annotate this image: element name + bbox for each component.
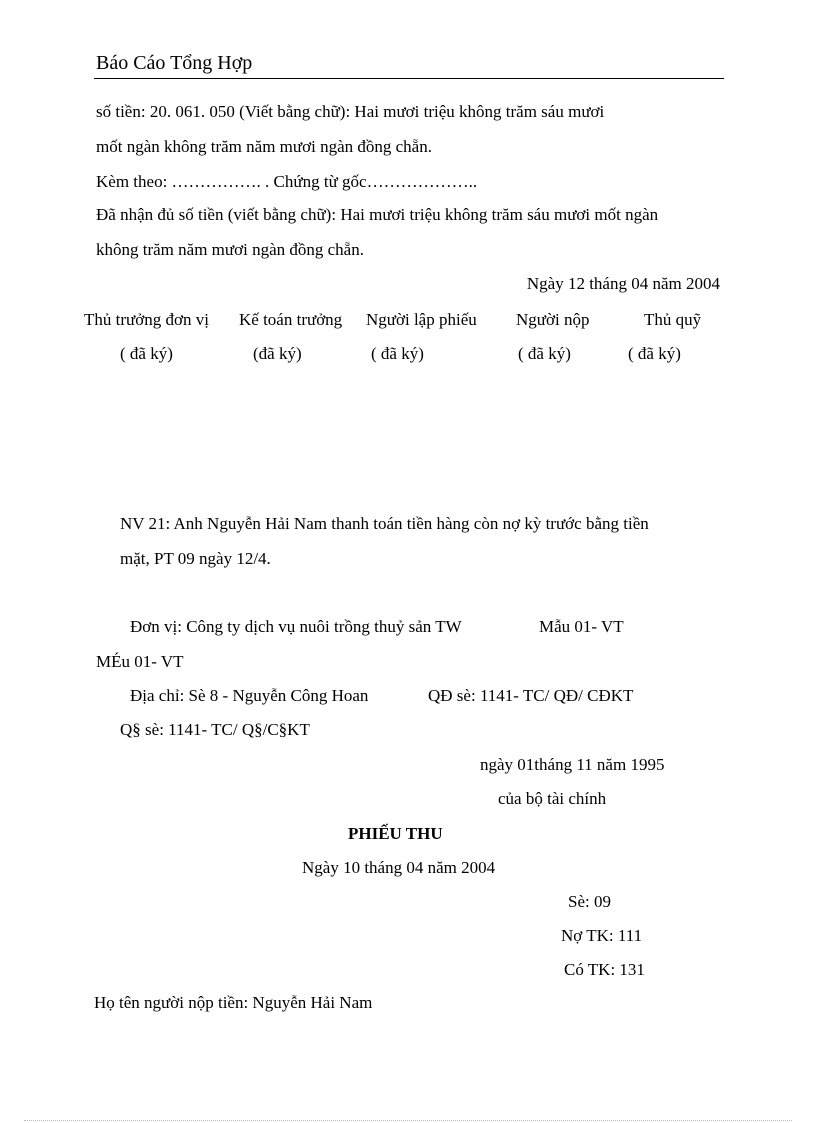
amount-line: số tiền: 20. 061. 050 (Viết bằng chữ): Hai mươi triệu không trăm sáu mươi <box>96 102 605 121</box>
receipt-number: Sè: 09 <box>568 892 611 911</box>
page-bottom-divider <box>24 1120 792 1121</box>
amount-words-line: mốt ngàn không trăm năm mươi ngàn đồng chẵn. <box>96 137 432 156</box>
transaction-description: NV 21: Anh Nguyễn Hải Nam thanh toán tiền hàng còn nợ kỳ trước bằng tiền <box>120 514 649 533</box>
signing-date: Ngày 12 tháng 04 năm 2004 <box>526 274 720 293</box>
signature-role-chief-accountant: Kế toán trưởng <box>239 310 343 329</box>
form-code: Mẫu 01- VT <box>539 617 624 636</box>
receipt-title: PHIẾU THU <box>348 824 443 843</box>
receipt-date: Ngày 10 tháng 04 năm 2004 <box>302 858 496 877</box>
signature-role-payer: Người nộp <box>516 310 590 329</box>
decision-number: QĐ sè: 1141- TC/ QĐ/ CĐKT <box>428 686 634 705</box>
form-code-garbled: MÉu 01- VT <box>96 652 184 671</box>
signature-status-chief-accountant: (đã ký) <box>253 344 302 363</box>
signature-role-head-of-unit: Thủ trưởng đơn vị <box>84 310 209 329</box>
signature-status-head-of-unit: ( đã ký) <box>120 344 173 363</box>
payer-name: Họ tên người nộp tiền: Nguyễn Hải Nam <box>94 993 373 1012</box>
signature-status-cashier: ( đã ký) <box>628 344 681 363</box>
debit-account: Nợ TK: 111 <box>561 926 643 945</box>
decision-number-garbled: Q§ sè: 1141- TC/ Q§/C§KT <box>120 720 310 739</box>
received-amount-line: Đã nhận đủ số tiền (viết bằng chữ): Hai mươi triệu không trăm sáu mươi mốt ngàn <box>96 205 659 224</box>
page-header-title: Báo Cáo Tổng Hợp <box>96 52 253 74</box>
transaction-description-cont: mặt, PT 09 ngày 12/4. <box>120 549 271 568</box>
received-amount-words-line: không trăm năm mươi ngàn đồng chẵn. <box>96 240 364 259</box>
signature-status-preparer: ( đã ký) <box>371 344 424 363</box>
signature-role-preparer: Người lập phiếu <box>366 310 477 329</box>
unit-address: Địa chỉ: Sè 8 - Nguyễn Công Hoan <box>130 686 369 705</box>
decision-issuer: của bộ tài chính <box>498 789 607 808</box>
signature-status-payer: ( đã ký) <box>518 344 571 363</box>
unit-name: Đơn vị: Công ty dịch vụ nuôi trồng thuỷ sản TW <box>130 617 462 636</box>
credit-account: Có TK: 131 <box>564 960 645 979</box>
decision-date: ngày 01tháng 11 năm 1995 <box>480 755 665 774</box>
signature-role-cashier: Thủ quỹ <box>644 310 702 329</box>
header-divider <box>94 78 724 79</box>
attachment-line: Kèm theo: ……………. . Chứng từ gốc……………….. <box>96 172 478 191</box>
